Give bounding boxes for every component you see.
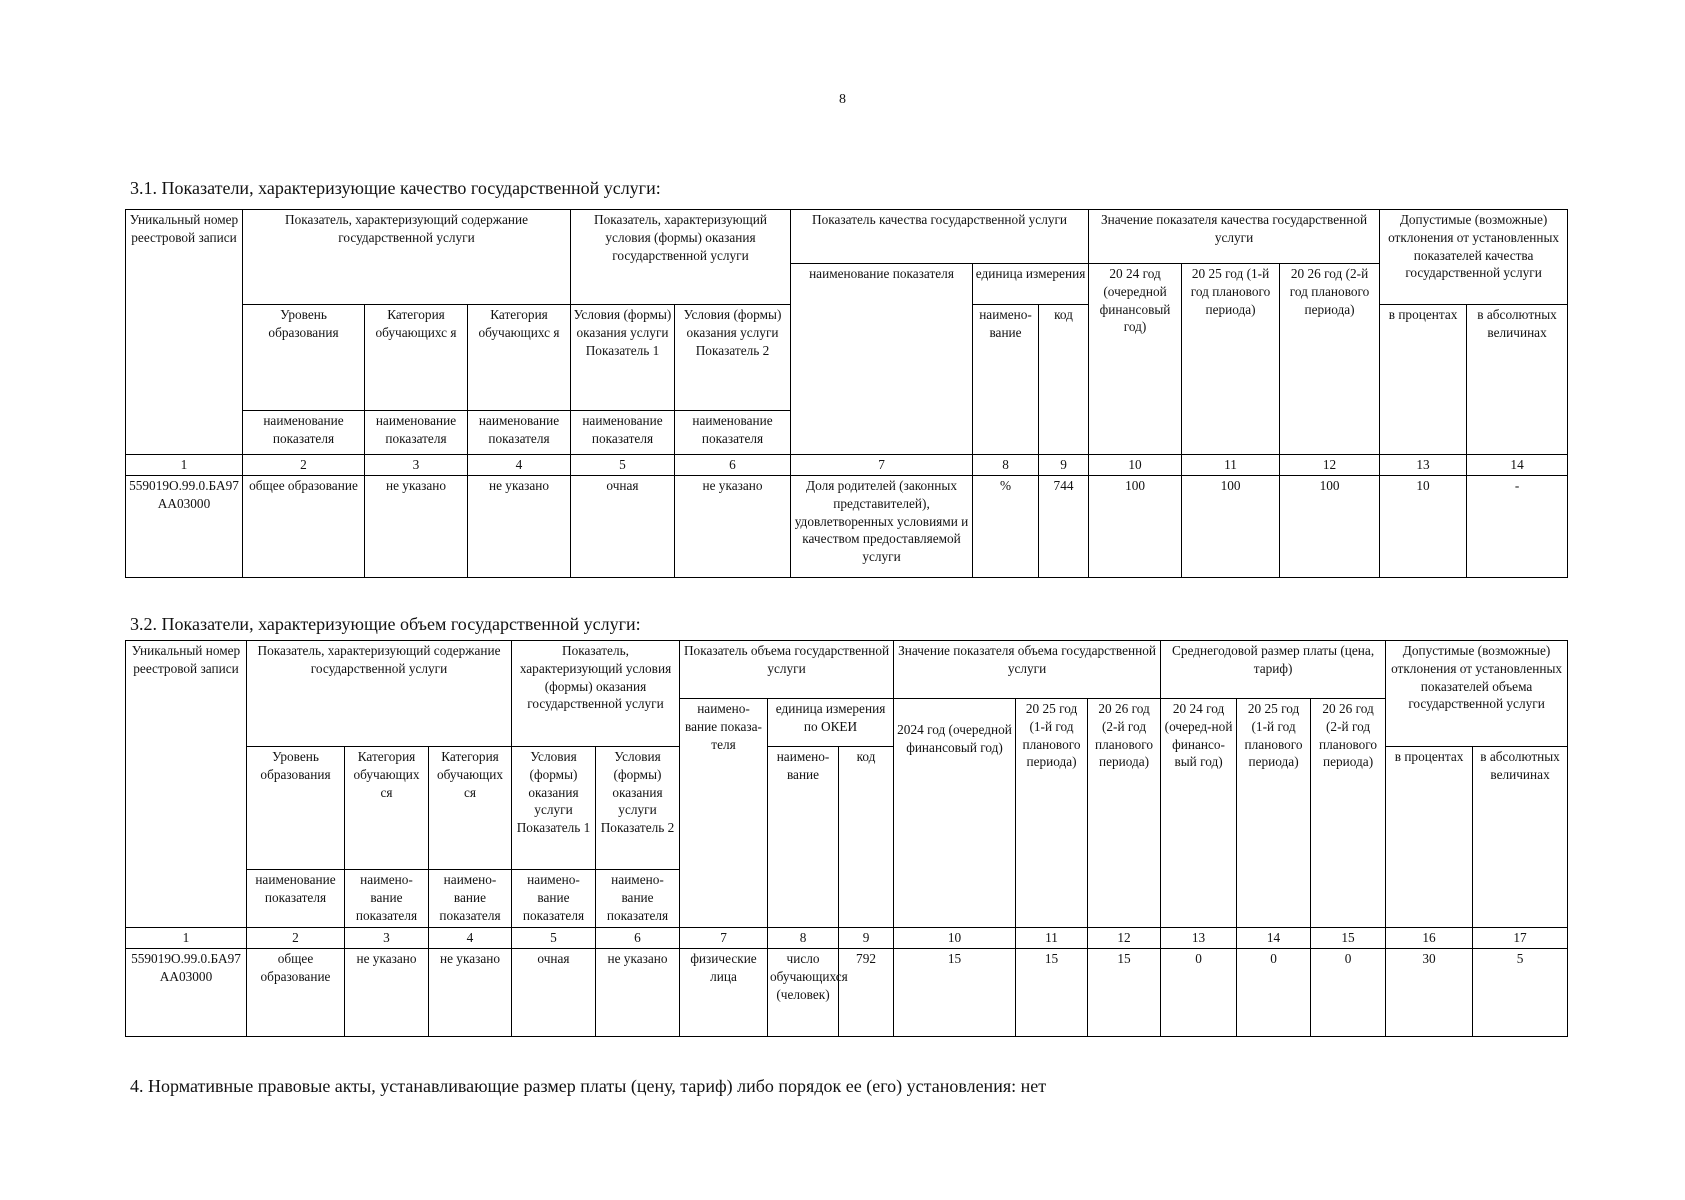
value-2024-cell: 15 <box>894 949 1016 1037</box>
column-number: 2 <box>243 455 365 476</box>
deviation-absolute-cell: - <box>1467 476 1568 578</box>
column-number: 13 <box>1161 928 1237 949</box>
column-number-row <box>126 455 1568 476</box>
quality-indicator-header: Показатель качества государственной услуги <box>791 210 1089 264</box>
level-cell: общее образование <box>243 476 365 578</box>
value-2025-cell: 100 <box>1182 476 1280 578</box>
unit-code-header: код <box>839 747 894 928</box>
fee-2026-cell: 0 <box>1311 949 1386 1037</box>
value-2025-cell: 15 <box>1016 949 1088 1037</box>
quality-indicators-table <box>125 209 1568 578</box>
deviation-percent-cell: 30 <box>1386 949 1473 1037</box>
page-number: 8 <box>839 92 846 107</box>
column-number: 4 <box>468 455 571 476</box>
column-number: 16 <box>1386 928 1473 949</box>
condition-2-cell: не указано <box>596 949 680 1037</box>
column-number: 14 <box>1237 928 1311 949</box>
deviation-absolute-cell: 5 <box>1473 949 1568 1037</box>
reg-number-cell: 559019О.99.0.БА97АА03000 <box>126 949 247 1037</box>
reg-number-cell: 559019О.99.0.БА97АА03000 <box>126 476 243 578</box>
column-number: 14 <box>1467 455 1568 476</box>
indicator-name-header: наименование показателя <box>791 264 973 455</box>
column-number: 17 <box>1473 928 1568 949</box>
condition-1-header: Условия (формы) оказания услуги Показатель 1 <box>571 305 675 411</box>
deviation-absolute-header: в абсолютных величинах <box>1467 305 1568 455</box>
fee-2024-cell: 0 <box>1161 949 1237 1037</box>
reg-number-header: Уникальный номер реестровой записи <box>126 210 243 455</box>
column-number: 6 <box>596 928 680 949</box>
column-number: 1 <box>126 455 243 476</box>
fee-year-2026-header: 20 26 год (2-й год планового периода) <box>1311 699 1386 928</box>
level-cell: общее образование <box>247 949 345 1037</box>
indicator-cell: физические лица <box>680 949 768 1037</box>
name-indicator-label: наимено-вание показателя <box>596 870 680 928</box>
name-indicator-label: наименование показателя <box>365 411 468 455</box>
value-year-2025-header: 20 25 год (1-й год планового периода) <box>1016 699 1088 928</box>
column-number: 9 <box>839 928 894 949</box>
deviation-percent-cell: 10 <box>1380 476 1467 578</box>
condition-2-header: Условия (формы) оказания услуги Показатель 2 <box>596 747 680 870</box>
category-1-header: Категория обучающихс я <box>365 305 468 411</box>
table-row <box>126 949 1568 1037</box>
name-indicator-label: наимено-вание показателя <box>429 870 512 928</box>
table-row <box>126 476 1568 578</box>
unit-header: единица измерения <box>973 264 1089 305</box>
column-number: 12 <box>1280 455 1380 476</box>
name-indicator-label: наименование показателя <box>247 870 345 928</box>
column-number: 3 <box>365 455 468 476</box>
column-number: 11 <box>1182 455 1280 476</box>
unit-name-header: наимено-вание <box>768 747 839 928</box>
volume-indicator-header: Показатель объема государственной услуги <box>680 641 894 699</box>
column-number: 1 <box>126 928 247 949</box>
content-indicator-header: Показатель, характеризующий содержание государственной услуги <box>243 210 571 305</box>
reg-number-header: Уникальный номер реестровой записи <box>126 641 247 928</box>
unit-header: единица измерения по ОКЕИ <box>768 699 894 747</box>
unit-name-cell: % <box>973 476 1039 578</box>
column-number: 7 <box>791 455 973 476</box>
unit-name-header: наимено-вание <box>973 305 1039 455</box>
unit-code-cell: 792 <box>839 949 894 1037</box>
column-number: 8 <box>768 928 839 949</box>
column-number: 11 <box>1016 928 1088 949</box>
column-number: 5 <box>512 928 596 949</box>
indicator-name-header: наимено-вание показа-теля <box>680 699 768 928</box>
condition-1-header: Условия (формы) оказания услуги Показатель 1 <box>512 747 596 870</box>
volume-indicators-table <box>125 640 1568 1037</box>
year-2024-header: 20 24 год (очередной финансовый год) <box>1089 264 1182 455</box>
section-3-1-title: 3.1. Показатели, характеризующие качество государственной услуги: <box>130 178 661 198</box>
value-year-2024-header: 2024 год (очередной финансовый год) <box>894 699 1016 928</box>
name-indicator-label: наименование показателя <box>675 411 791 455</box>
fee-year-2024-header: 20 24 год (очеред-ной финансо-вый год) <box>1161 699 1237 928</box>
fee-year-2025-header: 20 25 год (1-й год планового периода) <box>1237 699 1311 928</box>
condition-1-cell: очная <box>512 949 596 1037</box>
column-number: 6 <box>675 455 791 476</box>
unit-name-cell: число обучающихся (человек) <box>768 949 839 1037</box>
deviation-percent-header: в процентах <box>1386 747 1473 928</box>
value-2026-cell: 100 <box>1280 476 1380 578</box>
deviation-header: Допустимые (возможные) отклонения от установленных показателей объема государственной услуги <box>1386 641 1568 747</box>
column-number: 10 <box>1089 455 1182 476</box>
column-number: 3 <box>345 928 429 949</box>
name-indicator-label: наименование показателя <box>571 411 675 455</box>
unit-code-header: код <box>1039 305 1089 455</box>
category-1-cell: не указано <box>365 476 468 578</box>
category-2-cell: не указано <box>468 476 571 578</box>
level-header: Уровень образования <box>243 305 365 411</box>
value-2024-cell: 100 <box>1089 476 1182 578</box>
column-number: 10 <box>894 928 1016 949</box>
column-number: 12 <box>1088 928 1161 949</box>
condition-1-cell: очная <box>571 476 675 578</box>
content-indicator-header: Показатель, характеризующий содержание государственной услуги <box>247 641 512 747</box>
column-number: 4 <box>429 928 512 949</box>
deviation-absolute-header: в абсолютных величинах <box>1473 747 1568 928</box>
value-year-2026-header: 20 26 год (2-й год планового периода) <box>1088 699 1161 928</box>
level-header: Уровень образования <box>247 747 345 870</box>
indicator-cell: Доля родителей (законных представителей), удовлетворенных условиями и качеством предоставляемой услуги <box>791 476 973 578</box>
column-number: 9 <box>1039 455 1089 476</box>
section-4-title: 4. Нормативные правовые акты, устанавливающие размер платы (цену, тариф) либо порядок ее (его) установления: нет <box>130 1076 1047 1096</box>
condition-2-cell: не указано <box>675 476 791 578</box>
conditions-indicator-header: Показатель, характеризующий условия (формы) оказания государственной услуги <box>571 210 791 305</box>
category-2-header: Категория обучающихс я <box>468 305 571 411</box>
name-indicator-label: наименование показателя <box>243 411 365 455</box>
year-2026-header: 20 26 год (2-й год планового периода) <box>1280 264 1380 455</box>
column-number: 2 <box>247 928 345 949</box>
category-1-cell: не указано <box>345 949 429 1037</box>
conditions-indicator-header: Показатель, характеризующий условия (формы) оказания государственной услуги <box>512 641 680 747</box>
column-number: 5 <box>571 455 675 476</box>
column-number: 8 <box>973 455 1039 476</box>
fee-header: Среднегодовой размер платы (цена, тариф) <box>1161 641 1386 699</box>
section-3-2-title: 3.2. Показатели, характеризующие объем государственной услуги: <box>130 614 641 634</box>
condition-2-header: Условия (формы) оказания услуги Показатель 2 <box>675 305 791 411</box>
name-indicator-label: наимено-вание показателя <box>512 870 596 928</box>
year-2025-header: 20 25 год (1-й год планового периода) <box>1182 264 1280 455</box>
name-indicator-label: наимено-вание показателя <box>345 870 429 928</box>
volume-values-header: Значение показателя объема государственной услуги <box>894 641 1161 699</box>
category-1-header: Категория обучающих ся <box>345 747 429 870</box>
quality-values-header: Значение показателя качества государственной услуги <box>1089 210 1380 264</box>
column-number: 13 <box>1380 455 1467 476</box>
category-2-header: Категория обучающих ся <box>429 747 512 870</box>
deviation-percent-header: в процентах <box>1380 305 1467 455</box>
fee-2025-cell: 0 <box>1237 949 1311 1037</box>
name-indicator-label: наименование показателя <box>468 411 571 455</box>
column-number: 15 <box>1311 928 1386 949</box>
column-number-row <box>126 928 1568 949</box>
column-number: 7 <box>680 928 768 949</box>
category-2-cell: не указано <box>429 949 512 1037</box>
value-2026-cell: 15 <box>1088 949 1161 1037</box>
deviation-header: Допустимые (возможные) отклонения от установленных показателей качества государственной услуги <box>1380 210 1568 305</box>
unit-code-cell: 744 <box>1039 476 1089 578</box>
